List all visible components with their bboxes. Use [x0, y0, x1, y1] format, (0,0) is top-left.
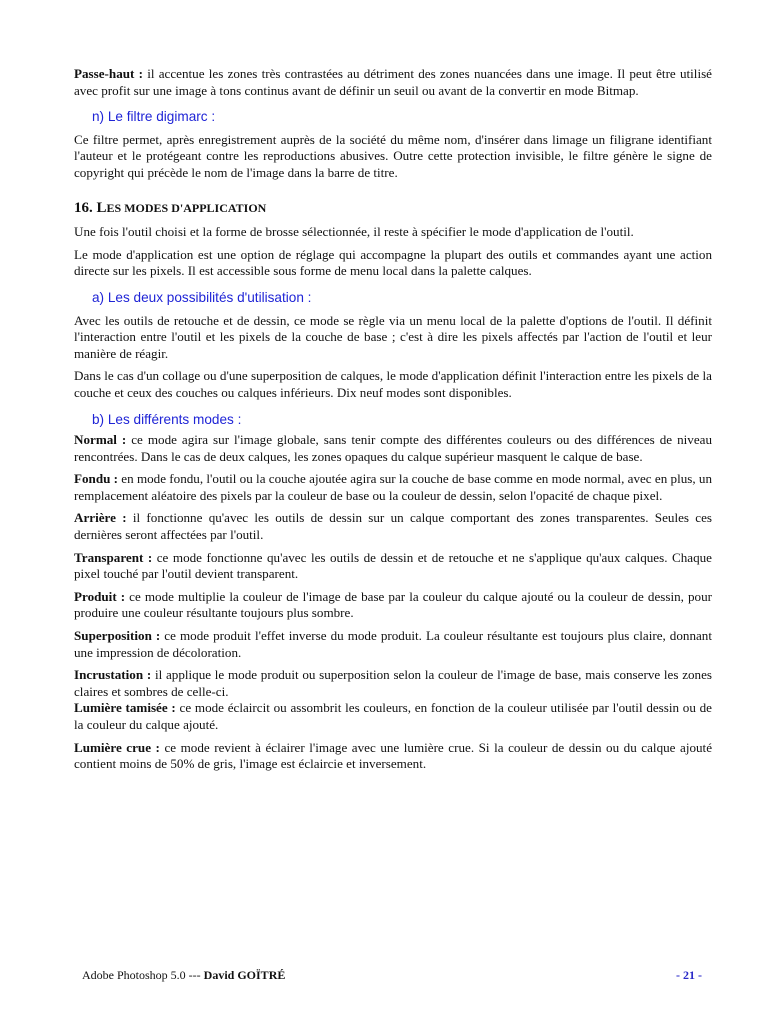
heading-digimarc: n) Le filtre digimarc :	[92, 109, 216, 125]
footer-credit	[82, 968, 285, 983]
section-title-rest: ES MODES D'APPLICATION	[106, 200, 267, 215]
paragraph-digimarc: Ce filtre permet, après enregistrement auprès de la société du même nom, d'insérer dans limage un filigrane identifiant l'auteur et le protégeant contre les reproductions abusives. Outre cette protection invisible, le filtre génère le signe de copyright qui précède le nom de l'image dans la barre de titre.	[74, 131, 712, 180]
mode-incrustation	[74, 667, 712, 700]
mode-text: ce mode fonctionne qu'avec les outils de dessin et de retouche et ne s'applique qu'aux calques. Chaque pixel touché par l'outil devient transparent.	[74, 549, 712, 582]
mode-term: Incrustation :	[74, 667, 152, 683]
section-title	[74, 200, 712, 217]
mode-text: ce mode revient à éclairer l'image avec une lumière crue. Si la couleur de dessin ou du calque ajouté contient moins de 50% de gris, l'image est éclaircie et inversement.	[74, 739, 712, 772]
paragraph-passe-haut	[74, 66, 712, 99]
mode-term: Lumière tamisée :	[74, 700, 176, 716]
mode-transparent	[74, 550, 712, 583]
text-passe-haut: il accentue les zones très contrastées au détriment des zones nuancées dans une image. Il peut être utilisé avec profit sur une image à tons continus avant de définir un seuil ou avant de la convertir en mode Bitmap.	[74, 66, 712, 98]
mode-term: Lumière crue :	[74, 739, 160, 755]
mode-term: Superposition :	[74, 628, 161, 644]
page-number: - 21 -	[676, 968, 702, 982]
mode-arriere	[74, 510, 712, 543]
mode-text: ce mode multiplie la couleur de l'image de base par la couleur du calque ajouté ou la couleur de dessin, pour produire une couleur résultante toujours plus sombre.	[74, 588, 712, 621]
mode-superposition	[74, 628, 712, 661]
mode-text: il applique le mode produit ou superposition selon la couleur de l'image de base, mais conserve les zones claires et sombres de celle-ci.	[74, 667, 713, 699]
mode-text: ce mode agira sur l'image globale, sans tenir compte des différentes couleurs ou des différences de niveau rencontrées. Dans le cas de deux calques, les zones opaques du calque supérieur masquent le calque de base.	[74, 432, 712, 464]
mode-term: Fondu :	[74, 471, 119, 487]
term-passe-haut: Passe-haut :	[74, 66, 143, 81]
mode-text: ce mode éclaircit ou assombrit les couleurs, en fonction de la couleur utilisée par l'outil dessin ou de la couleur du calque ajouté.	[74, 700, 712, 732]
mode-text: en mode fondu, l'outil ou la couche ajoutée agira sur la couche de base comme en mode normal, avec en plus, un remplacement aléatoire des pixels par la couleur de base ou la couleur de dessin, selon l'opacité de chaque pixel.	[74, 471, 712, 503]
heading-sub-b: b) Les différents modes :	[92, 411, 242, 427]
mode-normal	[74, 432, 712, 465]
paragraph-intro-2: Le mode d'application est une option de réglage qui accompagne la plupart des outils et commandes ayant une action directe sur les pixels. Il est accessible sous forme de menu local dans la palette calques.	[74, 246, 712, 279]
section-number: 16. L	[74, 199, 107, 216]
paragraph-a-1: Avec les outils de retouche et de dessin, ce mode se règle via un menu local de la palette d'options de l'outil. Il définit l'interaction entre l'outil et les pixels de la couche de base ; c'est à dire les pixels affectés par l'action de l'outil et leur manière de réagir.	[74, 312, 712, 361]
footer-title: Adobe Photoshop 5.0 ---	[82, 968, 204, 982]
mode-text: il fonctionne qu'avec les outils de dessin sur un calque comportant des zones transparentes. Seules ces dernières seront affectées par l'outil.	[74, 510, 712, 543]
mode-lumiere-tamisee	[74, 700, 712, 733]
paragraph-a-2: Dans le cas d'un collage ou d'une superposition de calques, le mode d'application définit l'interaction entre les pixels de la couche et ceux des couches ou calques inférieurs. Dix neuf modes sont disponibles.	[74, 368, 712, 400]
mode-term: Produit :	[74, 588, 126, 604]
mode-term: Transparent :	[74, 549, 153, 565]
mode-term: Normal :	[74, 432, 127, 448]
mode-produit	[74, 589, 712, 622]
paragraph-intro-1: Une fois l'outil choisi et la forme de brosse sélectionnée, il reste à spécifier le mode d'application de l'outil.	[74, 224, 634, 240]
mode-text: ce mode produit l'effet inverse du mode produit. La couleur résultante est toujours plus claire, donnant une impression de décoloration.	[74, 628, 712, 660]
document-page	[74, 66, 712, 773]
mode-term: Arrière :	[74, 510, 127, 526]
heading-sub-a: a) Les deux possibilités d'utilisation :	[92, 289, 312, 305]
footer-author: David GOÏTRÉ	[203, 968, 286, 982]
mode-lumiere-crue	[74, 740, 712, 773]
mode-fondu	[74, 471, 712, 504]
